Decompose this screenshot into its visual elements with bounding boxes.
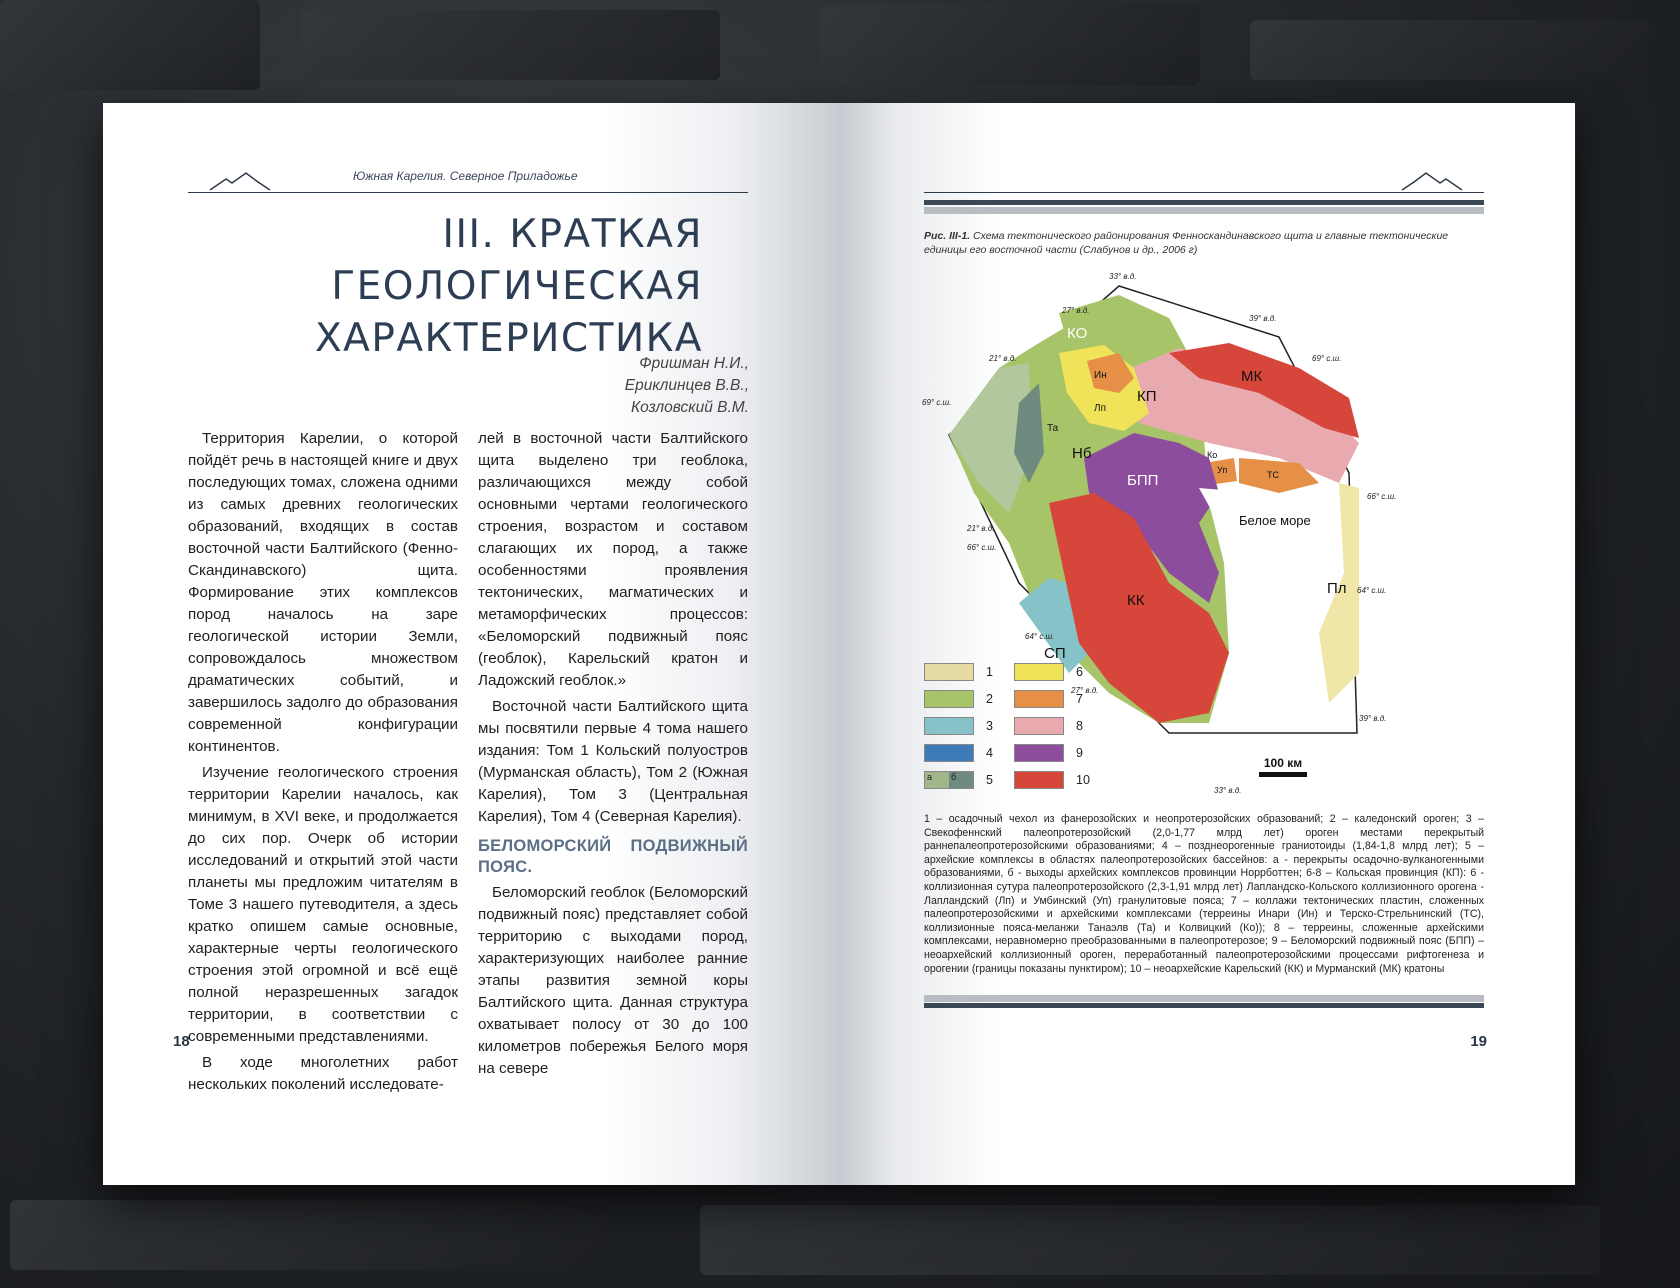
legend-label: 2 [986, 692, 993, 706]
legend-item [924, 717, 993, 735]
left-page [103, 103, 839, 1185]
author: Ериклинцев В.В., [624, 377, 749, 394]
legend-label: 4 [986, 746, 993, 760]
coord-label: 33° в.д. [1214, 786, 1242, 795]
legend-label: 5 [986, 773, 993, 787]
text-column-2 [478, 428, 748, 1084]
map-label: КК [1127, 592, 1145, 609]
legend-swatch [1014, 690, 1064, 708]
right-page [839, 103, 1575, 1185]
legend-item [1014, 717, 1083, 735]
paragraph: Беломорский геоблок (Беломорский подвижный пояс) представляет собой территорию с выходами пород, характеризующих наиболее ранние этапы развития земной коры Балтийского щита. Данная структура охватывает полосу от 30 до 100 километров побережья Белого моря на севере [478, 884, 748, 1077]
background-rock [300, 10, 720, 80]
coord-label: 69° с.ш. [1312, 354, 1342, 363]
legend-item [1014, 690, 1083, 708]
map-label: Белое море [1239, 513, 1311, 528]
legend-item [1014, 744, 1083, 762]
coord-label: 33° в.д. [1109, 272, 1137, 281]
authors [625, 353, 749, 419]
coord-label: 21° в.д. [967, 524, 995, 533]
coord-label: 66° с.ш. [967, 543, 997, 552]
background-rock [820, 5, 1200, 85]
chapter-title-line: III. КРАТКАЯ [442, 212, 703, 257]
coord-label: 27° в.д. [1071, 686, 1099, 695]
paragraph: Восточной части Балтийского щита мы посвятили первые 4 тома нашего издания: Том 1 Кольский полуостров (Мурманская область), Том 2 (Южная Карелия), Том 3 (Центральная Карелия), Том 4 (Северная Карелия). [478, 698, 748, 825]
coord-label: 66° с.ш. [1367, 492, 1397, 501]
paragraph: Территория Карелии, о которой пойдёт речь в настоящей книге и двух последующих томах, сложена одними из самых древних геологических образований, входящих в состав восточной части Балтийского (Фенно-Скандинавского) щита. Формирование этих комплексов пород началось на заре геологической истории Земли, сопровождалось множеством драматических событий, и завершилось задолго до образования современной конфигурации континентов. [188, 430, 458, 755]
legend-swatch [924, 744, 974, 762]
chapter-title-line: ГЕОЛОГИЧЕСКАЯ [331, 264, 703, 309]
legend-swatch [1014, 771, 1064, 789]
map-label: Та [1047, 423, 1059, 434]
legend-description: 1 – осадочный чехол из фанерозойских и неопротерозойских образований; 2 – каледонский ороген; 3 – Свекофеннский палеопротерозойский (2,0-1,77 млрд лет) ороген местами перекрытый раннепалеопротерозойскими образованиями; 4 – позднеорогенные граниотоиды (1,84-1,8 млрд лет); 5 – архейские комплексы в областях палеопротерозойских бассейнов: а - перекрыты осадочно-вулканогенными образованиями, б - выходы архейских комплексов провинции Норрботтен; 6-8 – Кольская провинция (КП): 6 - коллизионная сутура палеопротерозойского (2,3-1,91 млрд лет) Лапландско-Кольского коллизионного орогена - Лапландский (Лп) и Умбинский (Уп) гранулитовые пояса; 7 – коллажи тектонических пластин, сложенных палеопротерозойскими и архейскими комплексами (терреины Инари (Ин) и Терско-Стрельнинский (ТС), коллизионные пояса-меланжи Танаэлв (Та) и Колвицкий (Ко)); 8 – терреины, сложенные архейскими комплексами, неравномерно преобразованными в палеопротерозое; 9 – Беломорский подвижный пояс (БПП) – неоархейский коллизионный ороген, переработанный палеопротерозойскими процессами рифтогенеза и орогении (границы показаны пунктиром); 10 – неоархейские Карельский (КК) и Мурманский (МК) кратоны [924, 813, 1484, 975]
coord-label: 21° в.д. [989, 354, 1017, 363]
legend-item [924, 744, 993, 762]
paragraph: В ходе многолетних работ нескольких поколений исследовате- [188, 1054, 458, 1093]
book-spread [103, 103, 1576, 1185]
running-header-right [924, 163, 1484, 193]
mountain-icon [210, 171, 270, 191]
background-rock [0, 0, 260, 90]
legend-label: 6 [1076, 665, 1083, 679]
scale-label: 100 км [1263, 756, 1303, 770]
map-label: Пл [1327, 580, 1347, 597]
paragraph: лей в восточной части Балтийского щита выделено три геоблока, различающихся между собой основными чертами геологического строения, возрастом и составом слагающих их пород, а также особенностями проявления тектонических, магматических и метаморфических процессов: «Беломорский подвижный пояс (геоблок), Карельский кратон и Ладожский геоблок.» [478, 430, 748, 689]
background-rock [700, 1205, 1600, 1275]
coord-label: 39° в.д. [1359, 714, 1387, 723]
map-label: ТС [1267, 470, 1279, 480]
author: Фришман Н.И., [639, 355, 749, 372]
bottom-rule-grey [924, 995, 1484, 1002]
legend-label: 8 [1076, 719, 1083, 733]
chapter-title [223, 209, 703, 365]
map-label: МК [1241, 368, 1263, 385]
coord-label: 27° в.д. [1062, 306, 1090, 315]
legend-label: 1 [986, 665, 993, 679]
coord-label: 64° с.ш. [1357, 586, 1387, 595]
chapter-title-line: ХАРАКТЕРИСТИКА [314, 316, 703, 361]
legend-label: 10 [1076, 773, 1090, 787]
legend-sub-a: a [925, 772, 949, 788]
bottom-rule-dark [924, 1003, 1484, 1008]
page-number: 18 [173, 1033, 190, 1050]
coord-label: 39° в.д. [1249, 314, 1277, 323]
running-header [188, 163, 748, 193]
background-rock [1250, 20, 1650, 80]
map-label: Уп [1217, 465, 1228, 475]
figure-caption-text: Схема тектонического районирования Фенноскандинавского щита и главные тектонические единицы его восточной части (Слабунов и др., 2006 г) [924, 230, 1449, 256]
legend-item [1014, 663, 1083, 681]
coord-label: 69° с.ш. [922, 398, 952, 407]
legend-swatch [924, 717, 974, 735]
legend-item [1014, 771, 1090, 789]
map-label: БПП [1127, 472, 1159, 489]
running-header-title: Южная Карелия. Северное Приладожье [353, 169, 578, 183]
legend-swatch [1014, 717, 1064, 735]
map-label: Ко [1207, 450, 1218, 460]
author: Козловский В.М. [630, 399, 749, 416]
map-legend [924, 663, 1124, 798]
map-label: КП [1137, 388, 1157, 405]
legend-item [924, 663, 993, 681]
scale-bar [1259, 772, 1307, 777]
text-column-1 [188, 428, 458, 1100]
legend-swatch [924, 771, 974, 789]
legend-item [924, 690, 993, 708]
legend-swatch [1014, 663, 1064, 681]
map-label: КО [1067, 325, 1088, 342]
legend-item [924, 771, 993, 789]
map-label: Лп [1094, 403, 1106, 414]
legend-label: 7 [1076, 692, 1083, 706]
top-rule-dark [924, 200, 1484, 205]
coord-label: 64° с.ш. [1025, 632, 1055, 641]
legend-swatch [924, 690, 974, 708]
figure-number: Рис. III-1. [924, 230, 971, 242]
map-scale-bar [1259, 756, 1307, 777]
background-rock [10, 1200, 610, 1270]
mountain-icon [1402, 171, 1462, 191]
legend-label: 9 [1076, 746, 1083, 760]
map-label: Нб [1072, 445, 1092, 462]
section-subheading: БЕЛОМОРСКИЙ ПОДВИЖНЫЙ ПОЯС. [478, 837, 748, 876]
map-label: СП [1044, 645, 1066, 662]
paragraph: Изучение геологического строения территории Карелии началось, как минимум, в XVI веке, и продолжается до сих пор. Очерк об истории исследований и открытий этой части планеты мы предложим читателям в Томе 3 нашего путеводителя, а здесь кратко опишем самые основные, характерные черты геологического строения этой огромной и всё ещё полной неразрешенных загадок территории, в соответствии с современными представлениями. [188, 764, 458, 1045]
legend-label: 3 [986, 719, 993, 733]
legend-swatch [924, 663, 974, 681]
legend-sub-b: б [949, 772, 973, 788]
top-rule-grey [924, 207, 1484, 214]
map-label: Ин [1094, 370, 1107, 381]
legend-swatch [1014, 744, 1064, 762]
page-number: 19 [1470, 1033, 1487, 1050]
